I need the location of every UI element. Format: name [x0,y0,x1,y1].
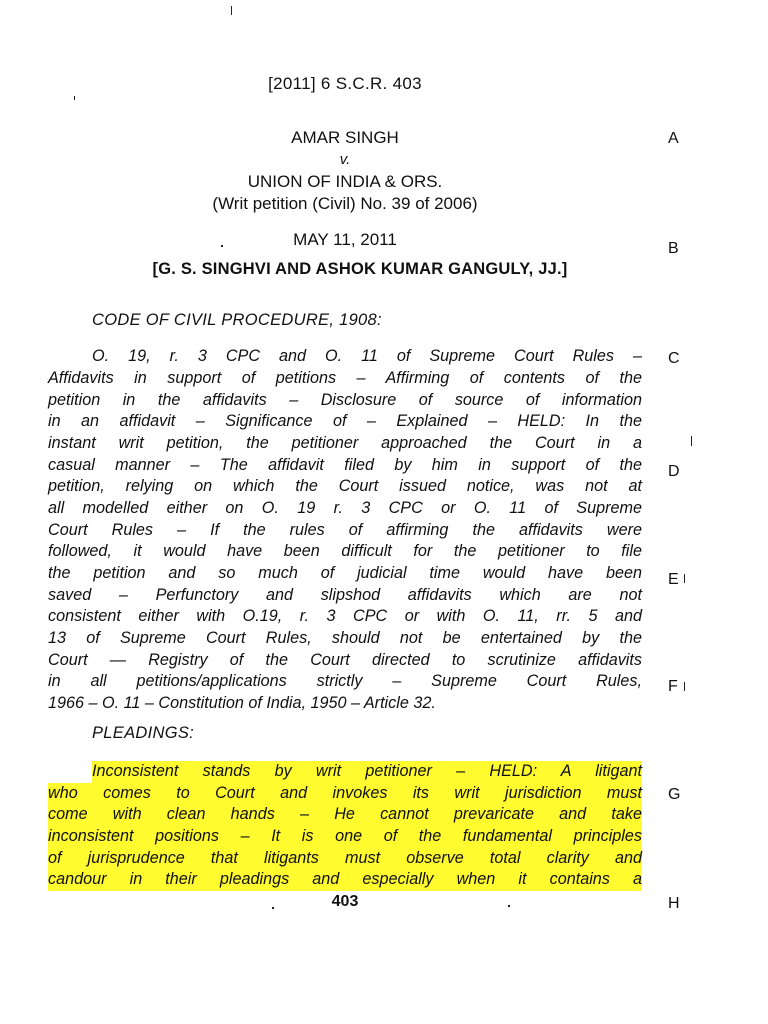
section-heading-pleadings: PLEADINGS: [92,724,195,742]
margin-letter: F [668,678,678,695]
scan-speck [508,905,510,907]
headnote-line: Court — Registry of the Court directed to scrutinize affidavits [48,651,642,669]
section-heading-cpc: CODE OF CIVIL PROCEDURE, 1908: [92,311,382,329]
scan-speck [684,682,685,691]
highlighted-line: come with clean hands – He cannot prevaricate and take [48,804,642,826]
highlighted-line: who comes to Court and invokes its writ jurisdiction must [48,783,642,805]
scan-speck [684,574,685,583]
headnote-line: Court Rules – If the rules of affirming the affidavits were [48,521,642,539]
margin-letter: B [668,240,679,257]
scan-speck [691,436,692,446]
scan-speck [74,96,75,100]
margin-letter: E [668,571,679,588]
petitioner-name: AMAR SINGH [291,128,399,147]
headnote-line: Affidavits in support of petitions – Affirming of contents of the [48,369,642,387]
report-citation: [2011] 6 S.C.R. 403 [268,74,422,93]
headnote-line: in an affidavit – Significance of – Explained – HELD: In the [48,412,642,430]
headnote-line: all modelled either on O. 19 r. 3 CPC or O. 11 of Supreme [48,499,642,517]
judgment-date: MAY 11, 2011 [293,230,397,249]
headnote-line: O. 19, r. 3 CPC and O. 11 of Supreme Court Rules – [92,347,642,365]
scan-speck [221,245,223,247]
headnote-line: 13 of Supreme Court Rules, should not be entertained by the [48,629,642,647]
margin-letter: D [668,463,680,480]
headnote-line: the petition and so much of judicial time would have been [48,564,642,582]
headnote-line: instant writ petition, the petitioner approached the Court in a [48,434,642,452]
headnote-line: 1966 – O. 11 – Constitution of India, 1950 – Article 32. [48,694,436,712]
headnote-line: casual manner – The affidavit filed by him in support of the [48,456,642,474]
versus-label: v. [339,151,351,168]
margin-letter: H [668,895,680,912]
scan-speck [231,6,232,15]
case-number: (Writ petition (Civil) No. 39 of 2006) [212,194,478,213]
margin-letter: A [668,130,679,147]
headnote-line: petition in the affidavits – Disclosure of source of information [48,391,642,409]
headnote-line: saved – Perfunctory and slipshod affidavits which are not [48,586,642,604]
headnote-line: in all petitions/applications strictly – Supreme Court Rules, [48,672,642,690]
highlighted-line: of jurisprudence that litigants must observe total clarity and [48,848,642,870]
headnote-line: petition, relying on which the Court issued notice, was not at [48,477,642,495]
headnote-line: consistent either with O.19, r. 3 CPC or with O. 11, rr. 5 and [48,607,642,625]
scan-speck [272,907,274,909]
margin-letter: C [668,350,680,367]
highlighted-line: Inconsistent stands by writ petitioner – HELD: A litigant [92,761,642,783]
page-number: 403 [331,893,359,910]
respondent-name: UNION OF INDIA & ORS. [247,172,443,191]
highlighted-line: inconsistent positions – It is one of the fundamental principles [48,826,642,848]
headnote-line: followed, it would have been difficult for the petitioner to file [48,542,642,560]
highlighted-line: candour in their pleadings and especially when it contains a [48,869,642,891]
bench-judges: [G. S. SINGHVI AND ASHOK KUMAR GANGULY, JJ.] [152,260,568,278]
margin-letter: G [668,786,681,803]
